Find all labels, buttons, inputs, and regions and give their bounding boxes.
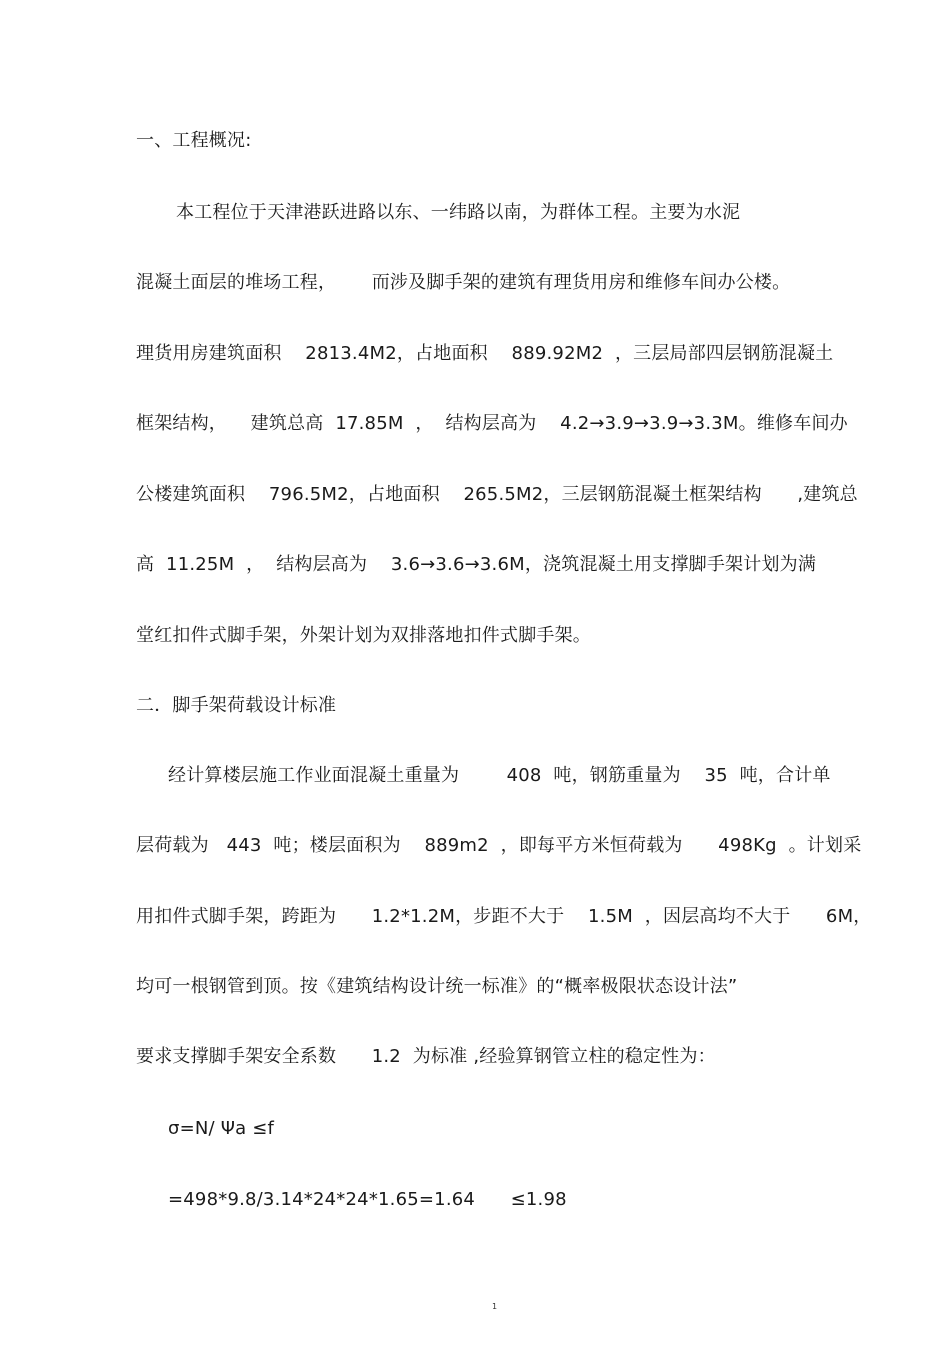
load-line-2: 层荷载为 443 吨；楼层面积为 889m2 ，即每平方米恒荷载为 498Kg 。计划采	[136, 835, 862, 856]
overview-line-2: 混凝土面层的堆场工程， 而涉及脚手架的建筑有理货用房和维修车间办公楼。	[136, 272, 791, 293]
section-heading-load-standard: 二．脚手架荷载设计标准	[136, 695, 337, 716]
page-number: 1	[492, 1302, 498, 1311]
load-line-4: 均可一根钢管到顶。按《建筑结构设计统一标准》的“概率极限状态设计法”	[136, 976, 738, 997]
formula-calculation: =498*9.8/3.14*24*24*1.65=1.64 ≤1.98	[168, 1189, 567, 1210]
load-line-5: 要求支撑脚手架安全系数 1.2 为标准 ,经验算钢管立柱的稳定性为：	[136, 1046, 716, 1067]
overview-line-5: 公楼建筑面积 796.5M2，占地面积 265.5M2，三层钢筋混凝土框架结构 ,建筑总	[136, 484, 858, 505]
overview-line-3: 理货用房建筑面积 2813.4M2，占地面积 889.92M2 ，三层局部四层钢筋混凝土	[136, 343, 834, 364]
load-line-3: 用扣件式脚手架，跨距为 1.2*1.2M，步距不大于 1.5M ，因层高均不大于 6M，	[136, 906, 872, 927]
formula-stability: σ=N/ Ψa ≤f	[168, 1118, 275, 1139]
load-line-1: 经计算楼层施工作业面混凝土重量为 408 吨，钢筋重量为 35 吨，合计单	[168, 765, 831, 786]
overview-line-6: 高 11.25M ， 结构层高为 3.6→3.6→3.6M，浇筑混凝土用支撑脚手架计划为满	[136, 554, 817, 575]
overview-line-7: 堂红扣件式脚手架，外架计划为双排落地扣件式脚手架。	[136, 625, 591, 646]
section-heading-overview: 一、工程概况:	[136, 130, 252, 151]
overview-line-4: 框架结构， 建筑总高 17.85M ， 结构层高为 4.2→3.9→3.9→3.3M。维修车间办	[136, 413, 848, 434]
overview-line-1: 本工程位于天津港跃进路以东、一纬路以南，为群体工程。主要为水泥	[176, 202, 741, 223]
